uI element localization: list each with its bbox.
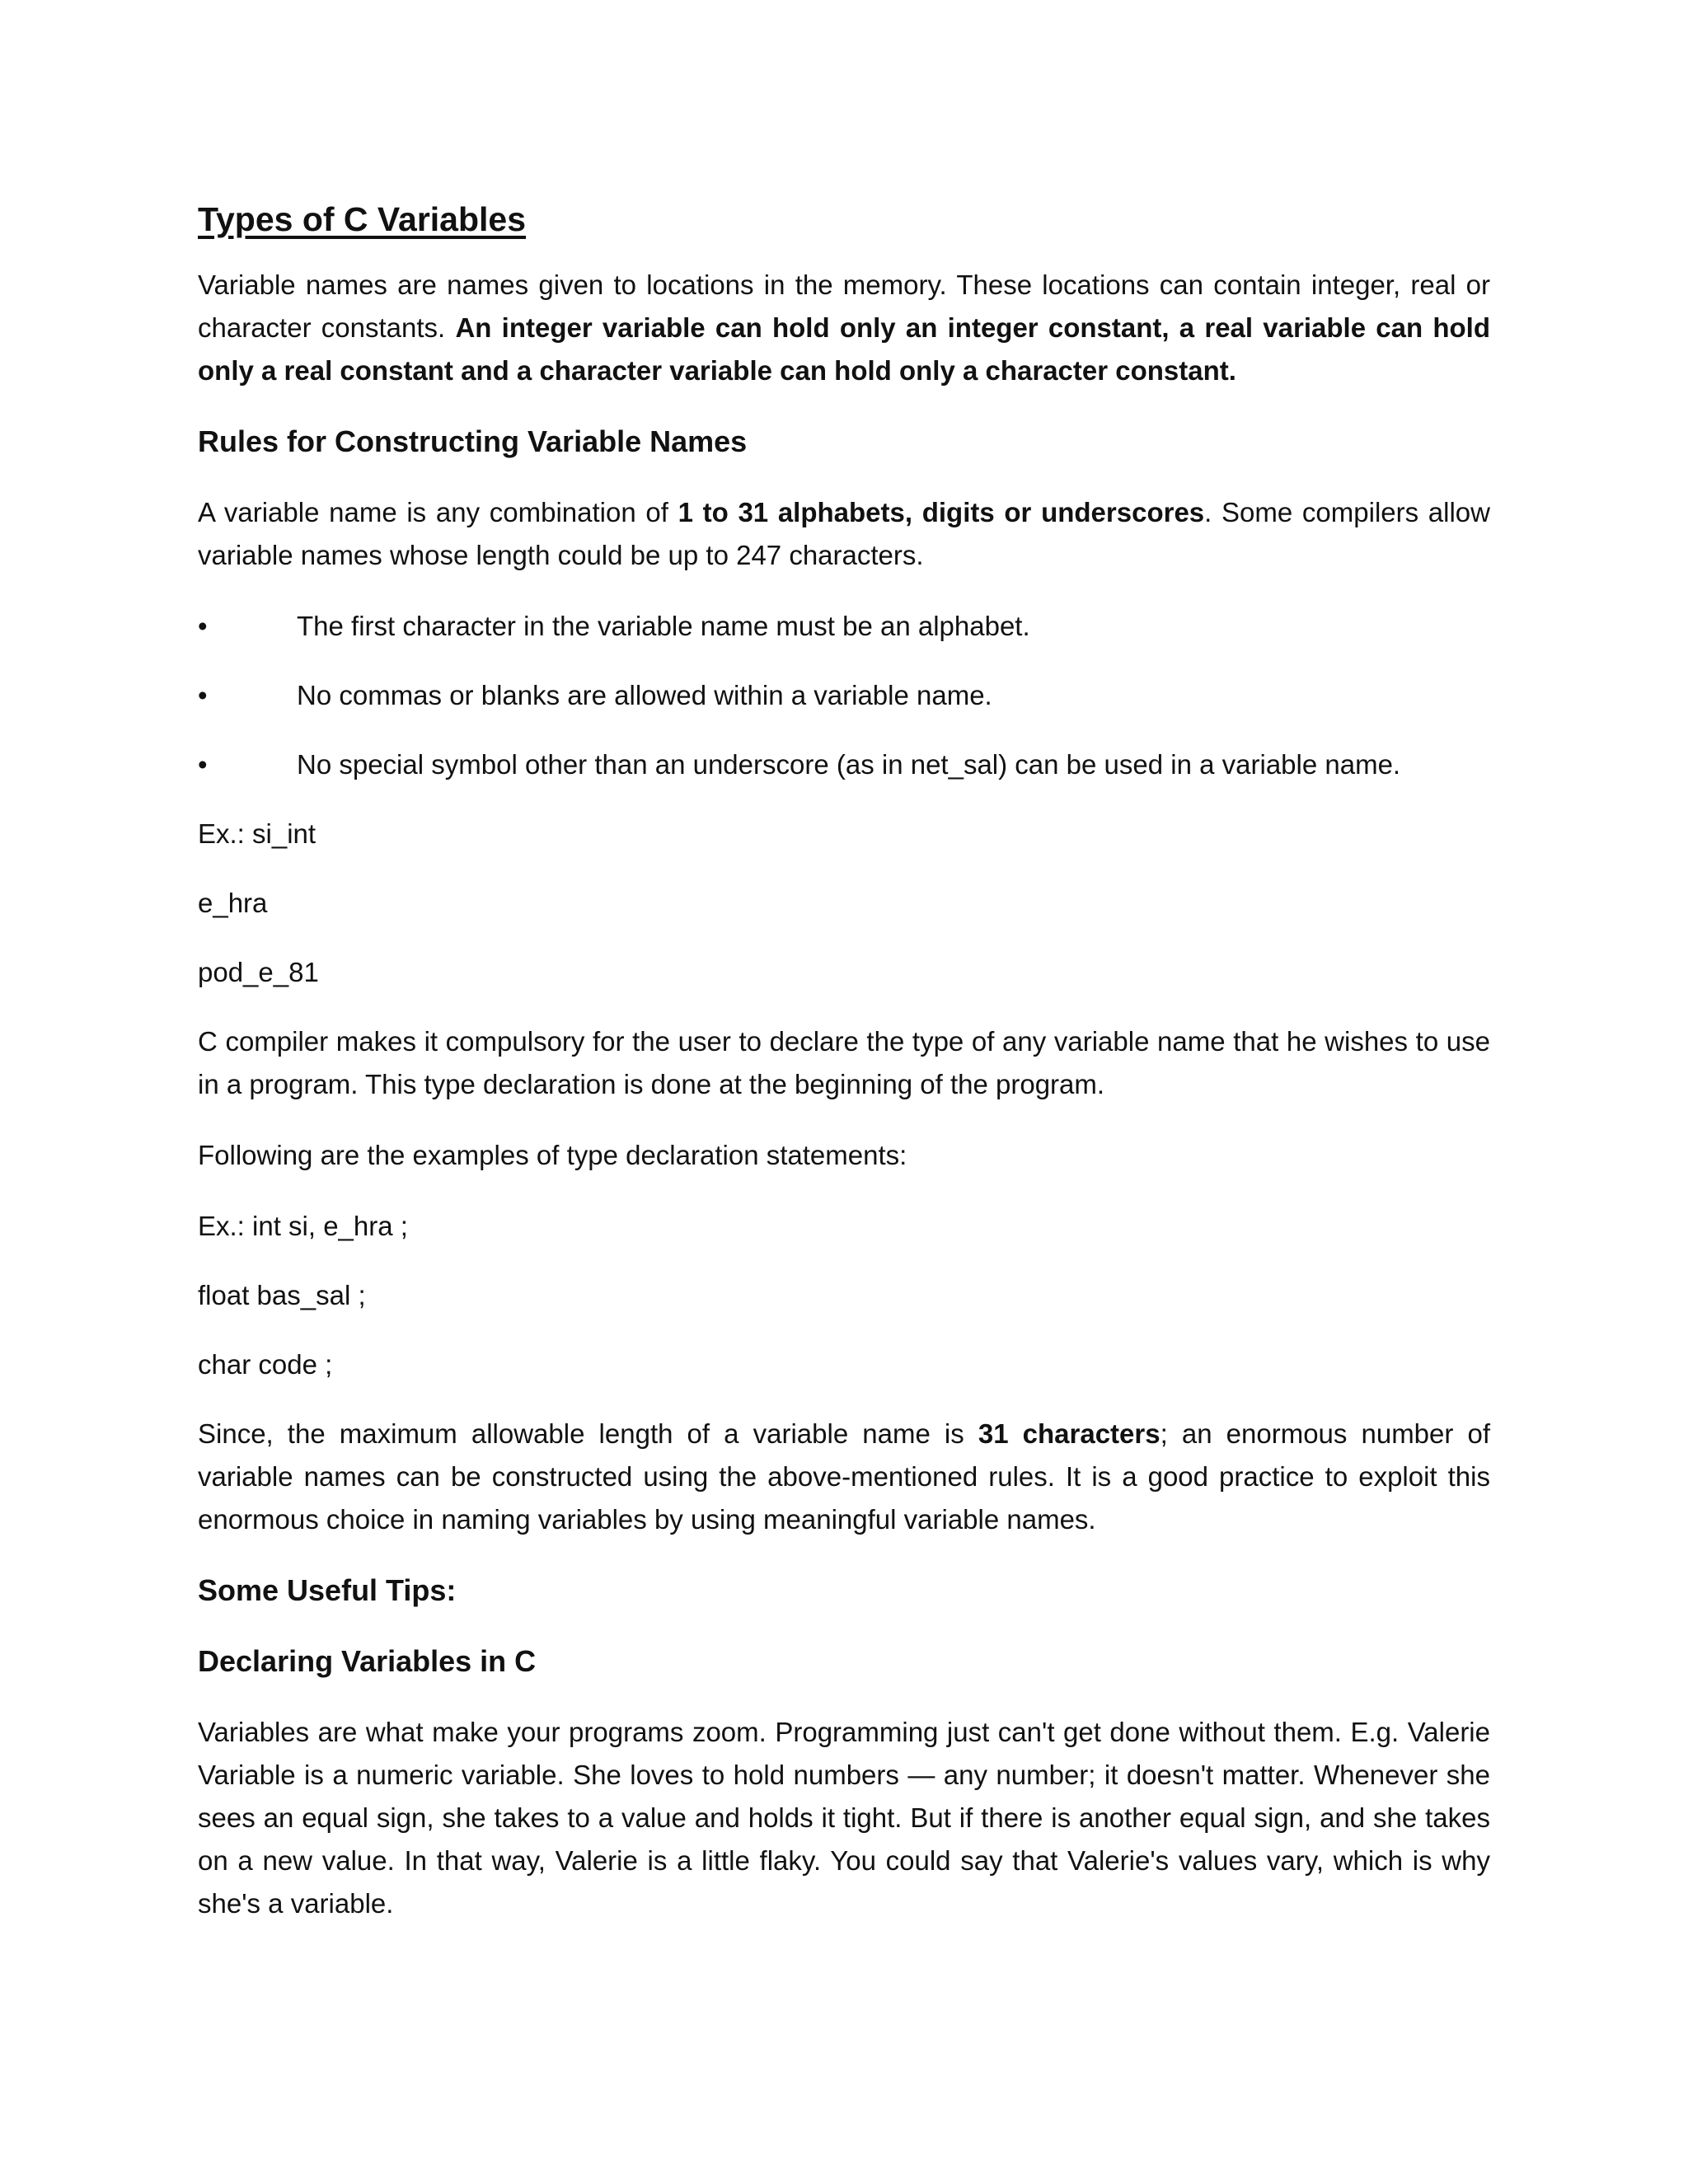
compiler-paragraph: C compiler makes it compulsory for the user to declare the type of any variable name that he wishes to use in a program. This type declaration is done at the beginning of the program. (198, 1026, 1490, 1099)
rules-text-before: A variable name is any combination of (198, 497, 678, 527)
rules-paragraph (198, 491, 1490, 577)
bullet-icon: • (198, 611, 208, 641)
following-paragraph: Following are the examples of type declaration statements: (198, 1140, 907, 1170)
bullet-text: The first character in the variable name must be an alphabet. (297, 611, 1030, 641)
since-bold-text: 31 characters (978, 1418, 1160, 1449)
example-line: Ex.: si_int (198, 818, 316, 849)
bullet-icon: • (198, 749, 208, 780)
max-length-paragraph (198, 1413, 1490, 1541)
intro-text: Variable names are names given to locations in the memory. These locations can contain integer, real or character constants. (198, 269, 1490, 343)
rules-bold-text: 1 to 31 alphabets, digits or underscores (678, 497, 1205, 527)
valerie-paragraph: Variables are what make your programs zoom. Programming just can't get done without them. E.g. Valerie Variable is a numeric variable. She loves to hold numbers — any number; it doesn't matter. Whenever she sees an equal sign, she takes to a value and holds it tight. But if there is another equal sign, and she takes on a new value. In that way, Valerie is a little flaky. You could say that Valerie's values vary, which is why she's a variable. (198, 1717, 1490, 1919)
rules-heading: Rules for Constructing Variable Names (198, 424, 748, 458)
declaration-example: float bas_sal ; (198, 1280, 366, 1310)
since-text-before: Since, the maximum allowable length of a variable name is (198, 1418, 978, 1449)
tips-heading: Some Useful Tips: (198, 1573, 457, 1607)
intro-bold-text: An integer variable can hold only an integer constant, a real variable can hold only a real constant and a character variable can hold only a character constant. (198, 312, 1490, 386)
declaration-example: char code ; (198, 1349, 333, 1380)
document-page (198, 198, 1490, 1953)
declaration-example: Ex.: int si, e_hra ; (198, 1211, 408, 1241)
example-line: e_hra (198, 888, 268, 918)
list-item (198, 605, 1490, 648)
bullet-text: No special symbol other than an underscore (as in net_sal) can be used in a variable name. (297, 749, 1401, 780)
bullet-icon: • (198, 680, 208, 710)
list-item (198, 743, 1490, 786)
declaring-heading: Declaring Variables in C (198, 1644, 537, 1678)
intro-paragraph (198, 264, 1490, 392)
page-title: Types of C Variables (198, 200, 527, 238)
since-text-after: ; an enormous number of variable names can be constructed using the above-mentioned rules. It is a good practice to exploit this enormous choice in naming variables by using meaningful variable names. (198, 1418, 1490, 1535)
rules-bullet-list (198, 605, 1490, 786)
bullet-text: No commas or blanks are allowed within a variable name. (297, 680, 992, 710)
rules-text-after: . Some compilers allow variable names whose length could be up to 247 characters. (198, 497, 1490, 570)
list-item (198, 674, 1490, 717)
example-line: pod_e_81 (198, 957, 319, 987)
